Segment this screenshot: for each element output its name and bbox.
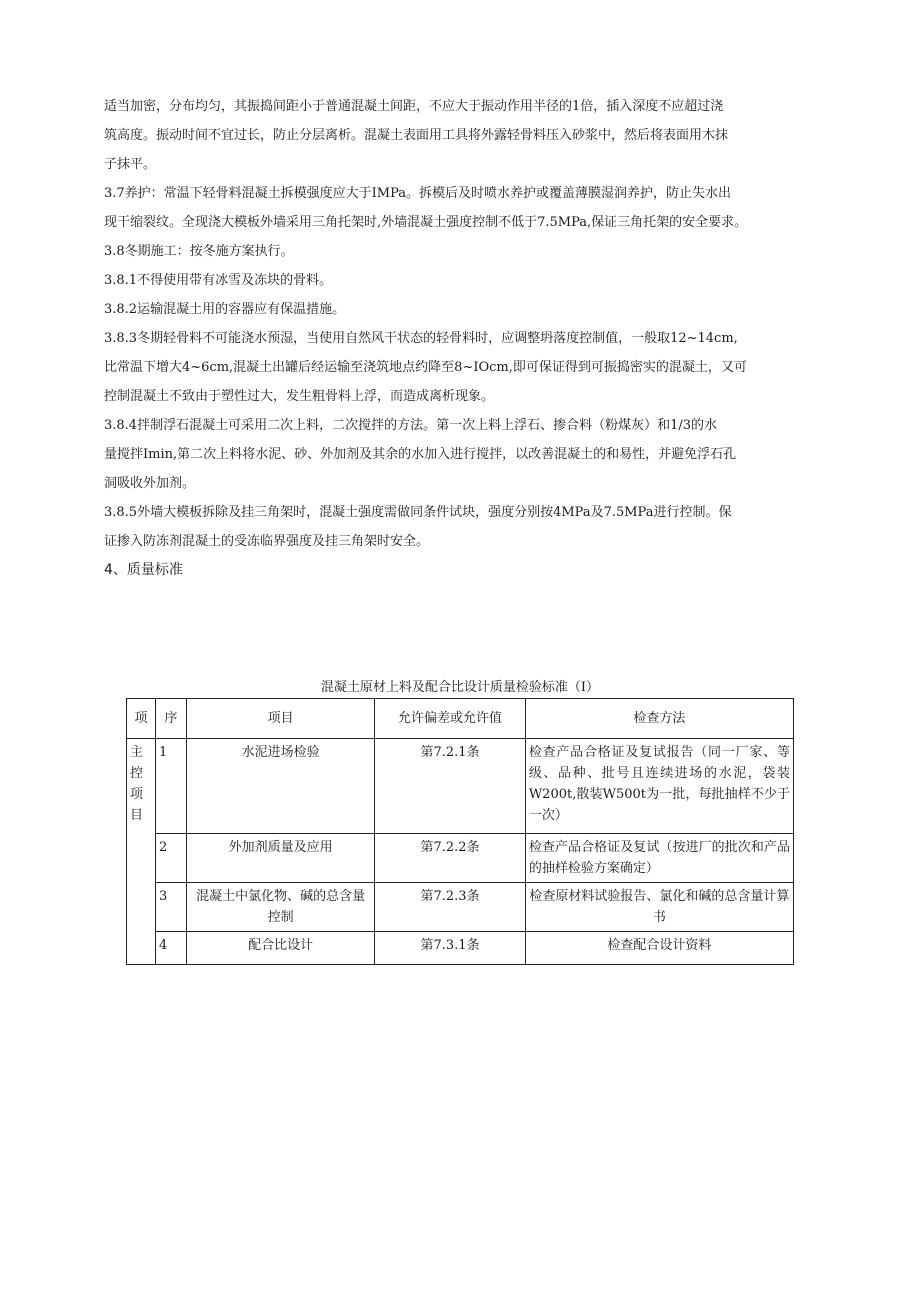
table-row: [127, 739, 794, 834]
paragraph-3-8-3: [104, 324, 820, 411]
text-line: 3.8.2运输混凝土用的容器应有保温措施。: [104, 302, 346, 317]
paragraph-3-8-2: [104, 295, 820, 324]
paragraph-3-7-curing: [104, 179, 820, 237]
section-heading-quality-standard: 4、质量标准: [104, 562, 183, 578]
text-line: 洞吸收外加剂。: [104, 476, 196, 491]
table-header-row: [127, 699, 794, 739]
seq-cell: 4: [155, 932, 186, 965]
text-line: 量搅拌Imin,第二次上料将水泥、砂、外加剂及其余的水加入进行搅拌，以改善混凝土的和易性，并避免浮石孔: [104, 447, 737, 462]
document-body: [104, 92, 820, 585]
paragraph-3-8-1: [104, 266, 820, 295]
seq-cell: 2: [155, 834, 186, 883]
text-line: 3.8.3冬期轻骨料不可能浇水预湿，当使用自然风干状态的轻骨料时，应调整坍落度控制值，一般取12~14cm,: [104, 331, 738, 346]
text-line: 比常温下增大4~6cm,混凝土出罐后经运输至浇筑地点约降至8~IOcm,即可保证得到可振捣密实的混凝土，又可: [104, 360, 747, 375]
category-label: 主控项目: [130, 745, 144, 823]
text-line: 3.8冬期施工：按冬施方案执行。: [104, 244, 294, 259]
text-line: 3.7养护：常温下轻骨料混凝土拆模强度应大于IMPa。拆模后及时喷水养护或覆盖薄膜湿润养护，防止失水出: [104, 186, 732, 201]
category-cell: [127, 739, 156, 965]
method-cell: 检查配合设计资料: [525, 932, 793, 965]
header-category: 项: [127, 699, 156, 739]
seq-cell: 1: [155, 739, 186, 834]
paragraph-3-8-5: [104, 498, 820, 556]
text-line: 3.8.5外墙大模板拆除及挂三角架时，混凝土强度需做同条件试块，强度分别按4MPa及7.5MPa进行控制。保: [104, 505, 732, 520]
method-cell: 检查产品合格证及复试报告（同一厂家、等级、品种、批号且连续进场的水泥，袋装W200t,散装W500t为一批，每批抽样不少于一次）: [525, 739, 793, 834]
table-caption: 混凝土原材上料及配合比设计质量检验标准（I）: [320, 680, 600, 695]
paragraph-3-8-4: [104, 411, 820, 498]
header-item: 项目: [186, 699, 374, 739]
tolerance-cell: 第7.2.3条: [375, 883, 526, 932]
method-cell: 检查产品合格证及复试（按进厂的批次和产品的抽样检验方案确定）: [525, 834, 793, 883]
text-line: 3.8.1不得使用带有冰雪及冻块的骨料。: [104, 273, 333, 288]
paragraph-vibration: [104, 92, 820, 179]
text-line: 筑高度。振动时间不宜过长，防止分层离析。混凝土表面用工具将外露轻骨料压入砂浆中，然后将表面用木抹: [104, 128, 729, 143]
text-line: 证掺入防冻剂混凝土的受冻临界强度及挂三角架时安全。: [104, 534, 430, 549]
text-line: 3.8.4拌制浮石混凝土可采用二次上料，二次搅拌的方法。第一次上料上浮石、掺合料（粉煤灰）和1/3的水: [104, 418, 718, 433]
table-row: [127, 932, 794, 965]
tolerance-cell: 第7.2.2条: [375, 834, 526, 883]
text-line: 现干缩裂纹。全现浇大模板外墙采用三角托架时,外墙混凝土强度控制不低于7.5MPa,保证三角托架的安全要求。: [104, 215, 748, 230]
method-cell: 检查原材料试验报告、氯化和碱的总含量计算书: [525, 883, 793, 932]
tolerance-cell: 第7.2.1条: [375, 739, 526, 834]
text-line: 适当加密，分布均匀，其振捣间距小于普通混凝土间距，不应大于振动作用半径的1倍，插入深度不应超过浇: [104, 99, 724, 114]
header-seq: 序: [155, 699, 186, 739]
header-method: 检查方法: [525, 699, 793, 739]
header-tolerance: 允许偏差或允许值: [375, 699, 526, 739]
tolerance-cell: 第7.3.1条: [375, 932, 526, 965]
item-cell: 配合比设计: [186, 932, 374, 965]
quality-inspection-table: [126, 698, 794, 965]
item-cell: 混凝土中氯化物、碱的总含量控制: [186, 883, 374, 932]
paragraph-3-8-winter: [104, 237, 820, 266]
seq-cell: 3: [155, 883, 186, 932]
item-cell: 外加剂质量及应用: [186, 834, 374, 883]
table-row: [127, 834, 794, 883]
text-line: 控制混凝土不致由于塑性过大，发生粗骨料上浮，而造成离析现象。: [104, 389, 495, 404]
item-cell: 水泥进场检验: [186, 739, 374, 834]
text-line: 子抹平。: [104, 157, 157, 172]
table-row: [127, 883, 794, 932]
